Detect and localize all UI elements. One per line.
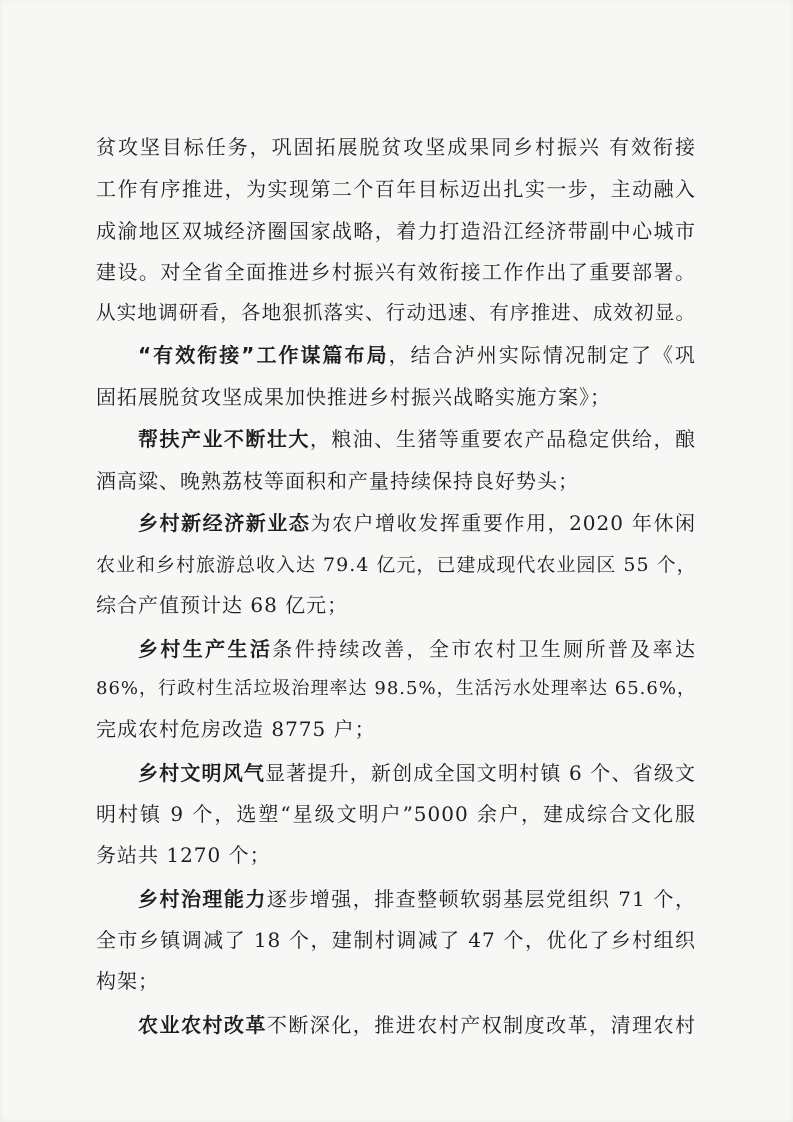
text-line: 全市乡镇调减了 18 个，建制村调减了 47 个，优化了乡村组织	[96, 928, 696, 952]
paragraph-heading: 农业农村改革	[138, 1013, 267, 1037]
paragraph-first-line	[138, 636, 696, 662]
paragraph-first-line	[138, 342, 696, 368]
paragraph-text: 为农户增收发挥重要作用，2020 年休闲	[310, 511, 696, 535]
text-line: 固拓展脱贫攻坚成果加快推进乡村振兴战略实施方案》；	[96, 385, 611, 409]
text-line: 完成农村危房改造 8775 户；	[96, 717, 376, 741]
paragraph-first-line	[138, 760, 696, 786]
paragraph-heading: 乡村生产生活	[138, 637, 273, 661]
text-line: 务站共 1270 个；	[96, 843, 271, 867]
paragraph-heading: “有效衔接”工作谋篇布局	[138, 343, 389, 367]
paragraph-first-line	[138, 1012, 696, 1038]
paragraph-text: ，粮油、生猪等重要农产品稳定供给，酿	[309, 427, 697, 451]
paragraph-first-line	[138, 426, 696, 452]
paragraph-first-line	[138, 886, 696, 912]
text-line: 工作有序推进，为实现第二个百年目标迈出扎实一步，主动融入	[96, 177, 696, 201]
paragraph-heading: 乡村文明风气	[138, 761, 266, 785]
text-line: 从实地调研看，各地狠抓落实、行动迅速、有序推进、成效初显。	[96, 301, 696, 324]
text-line: 综合产值预计达 68 亿元；	[96, 593, 349, 617]
text-line: 农业和乡村旅游总收入达 79.4 亿元，已建成现代农业园区 55 个，	[96, 554, 697, 576]
paragraph-text: 逐步增强，排查整顿软弱基层党组织 71 个，	[266, 887, 696, 911]
text-line: 建设。对全省全面推进乡村振兴有效衔接工作作出了重要部署。	[96, 260, 696, 284]
paragraph-text: 显著提升，新创成全国文明村镇 6 个、省级文	[265, 761, 696, 785]
text-line: 贫攻坚目标任务，巩固拓展脱贫攻坚成果同乡村振兴 有效衔接	[96, 135, 696, 159]
paragraph-heading: 帮扶产业不断壮大	[138, 427, 310, 451]
paragraph-heading: 乡村治理能力	[138, 887, 267, 911]
paragraph-text: 不断深化，推进农村产权制度改革，清理农村	[266, 1013, 697, 1037]
paragraph-first-line	[138, 510, 696, 536]
paragraph-text: 条件持续改善，全市农村卫生厕所普及率达	[272, 637, 696, 661]
text-line: 成渝地区双城经济圈国家战略，着力打造沿江经济带副中心城市	[96, 219, 696, 243]
paragraph-heading: 乡村新经济新业态	[138, 511, 311, 535]
text-line: 酒高粱、晚熟荔枝等面积和产量持续保持良好势头；	[96, 469, 579, 493]
text-line: 86%，行政村生活垃圾治理率达 98.5%，生活污水处理率达 65.6%，	[96, 678, 696, 699]
text-line: 明村镇 9 个，选塑“星级文明户”5000 余户，建成综合文化服	[96, 802, 696, 826]
text-line: 构架；	[96, 969, 159, 993]
paragraph-text: ，结合泸州实际情况制定了《巩	[388, 343, 697, 367]
